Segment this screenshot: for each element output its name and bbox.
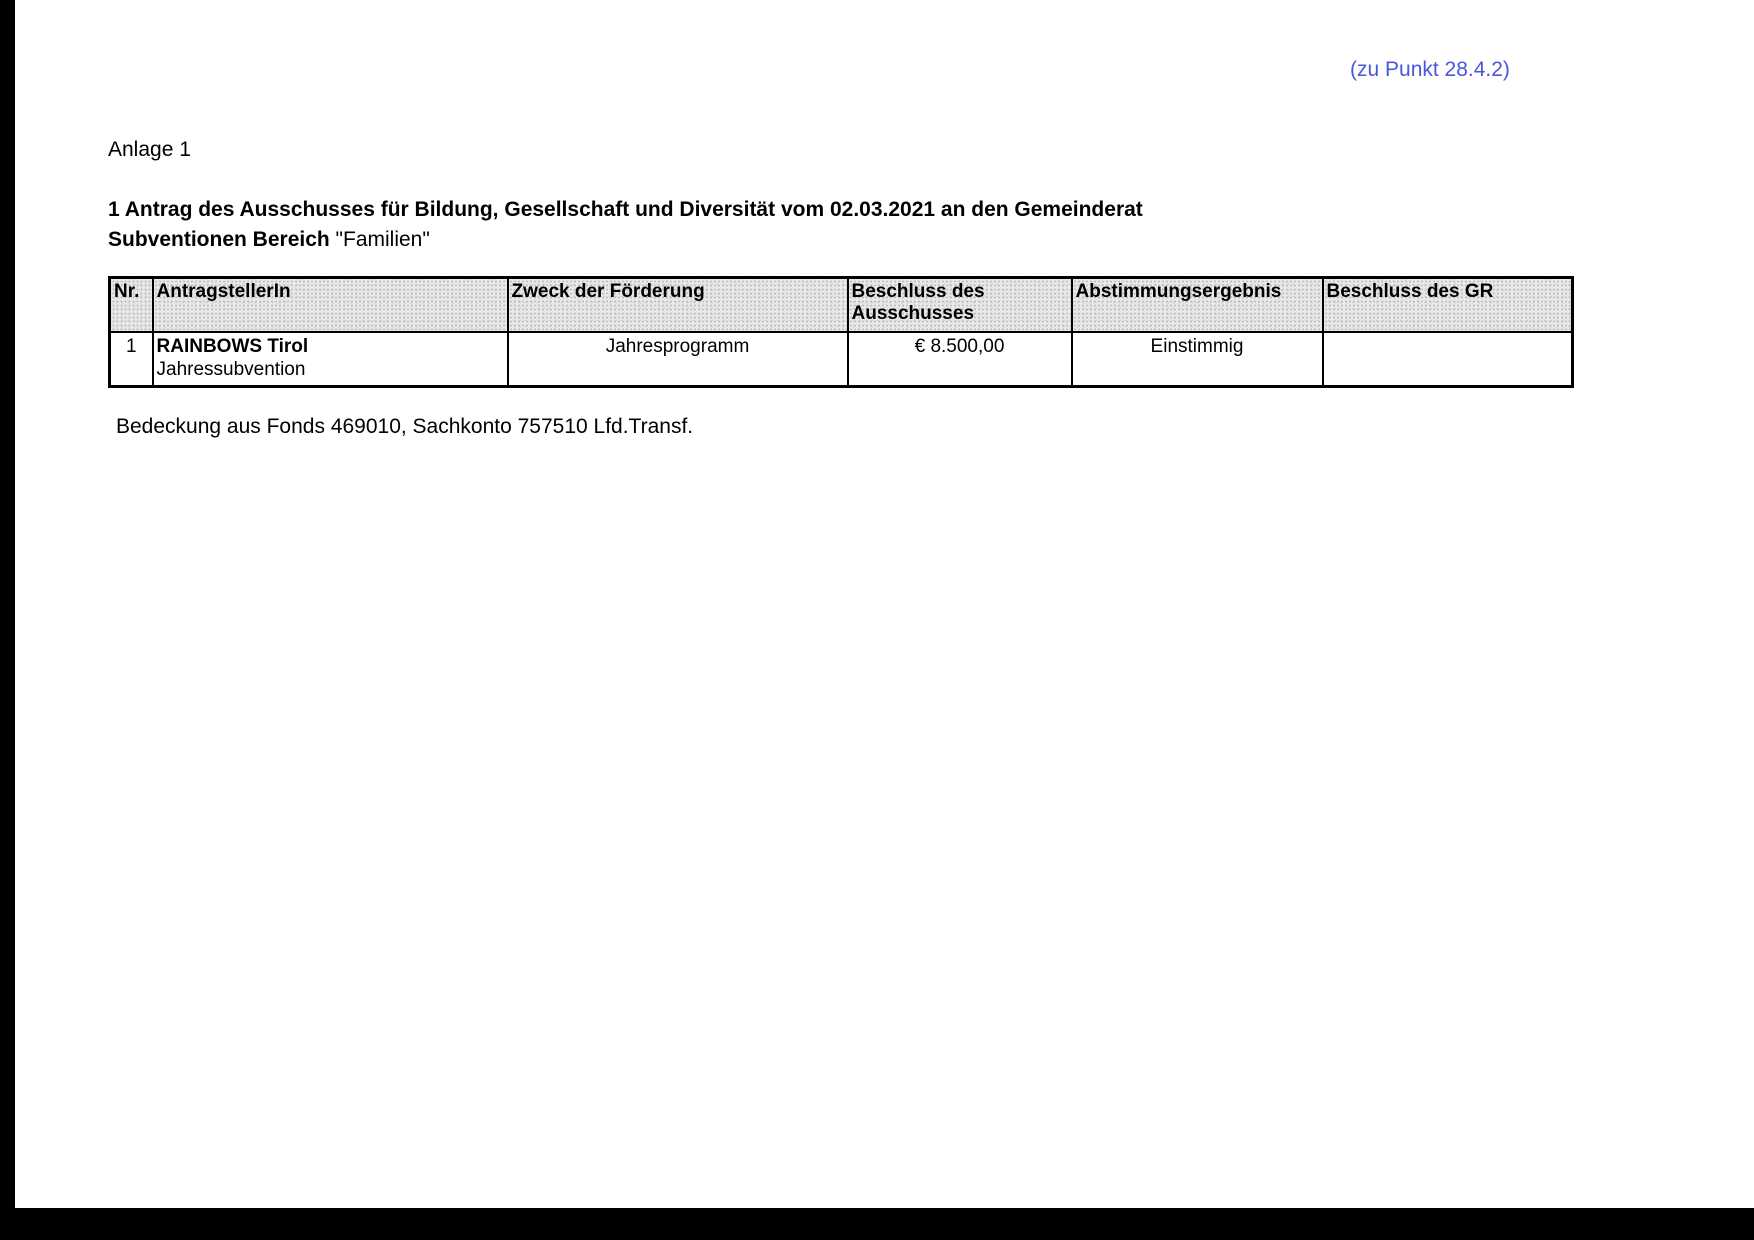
header-applicant: AntragstellerIn bbox=[153, 278, 508, 333]
heading-line-2-normal: "Familien" bbox=[329, 228, 430, 251]
cell-vote-result: Einstimmig bbox=[1072, 332, 1323, 387]
heading-line-2-bold: Subventionen Bereich bbox=[108, 228, 330, 251]
document-heading bbox=[108, 195, 1143, 255]
header-council-decision: Beschluss des GR bbox=[1323, 278, 1573, 333]
scan-border-bottom bbox=[0, 1208, 1754, 1240]
table-header-row bbox=[110, 278, 1573, 333]
header-purpose: Zweck der Förderung bbox=[508, 278, 848, 333]
cell-nr: 1 bbox=[110, 332, 153, 387]
cell-council-decision bbox=[1323, 332, 1573, 387]
agenda-reference: (zu Punkt 28.4.2) bbox=[1350, 58, 1510, 81]
subsidy-table bbox=[108, 276, 1574, 388]
header-nr: Nr. bbox=[110, 278, 153, 333]
cell-applicant bbox=[153, 332, 508, 387]
applicant-name: RAINBOWS Tirol bbox=[156, 336, 309, 357]
cell-purpose: Jahresprogramm bbox=[508, 332, 848, 387]
heading-line-1: 1 Antrag des Ausschusses für Bildung, Gesellschaft und Diversität vom 02.03.2021 an den Gemeinderat bbox=[108, 198, 1143, 221]
applicant-detail: Jahressubvention bbox=[156, 359, 306, 380]
scan-border-left bbox=[0, 0, 15, 1240]
header-committee-decision: Beschluss des Ausschusses bbox=[848, 278, 1072, 333]
table-row bbox=[110, 332, 1573, 387]
heading-line-2 bbox=[108, 225, 1143, 255]
header-vote-result: Abstimmungsergebnis bbox=[1072, 278, 1323, 333]
cell-committee-decision: € 8.500,00 bbox=[848, 332, 1072, 387]
attachment-label: Anlage 1 bbox=[108, 138, 191, 161]
coverage-note: Bedeckung aus Fonds 469010, Sachkonto 757510 Lfd.Transf. bbox=[116, 415, 694, 438]
